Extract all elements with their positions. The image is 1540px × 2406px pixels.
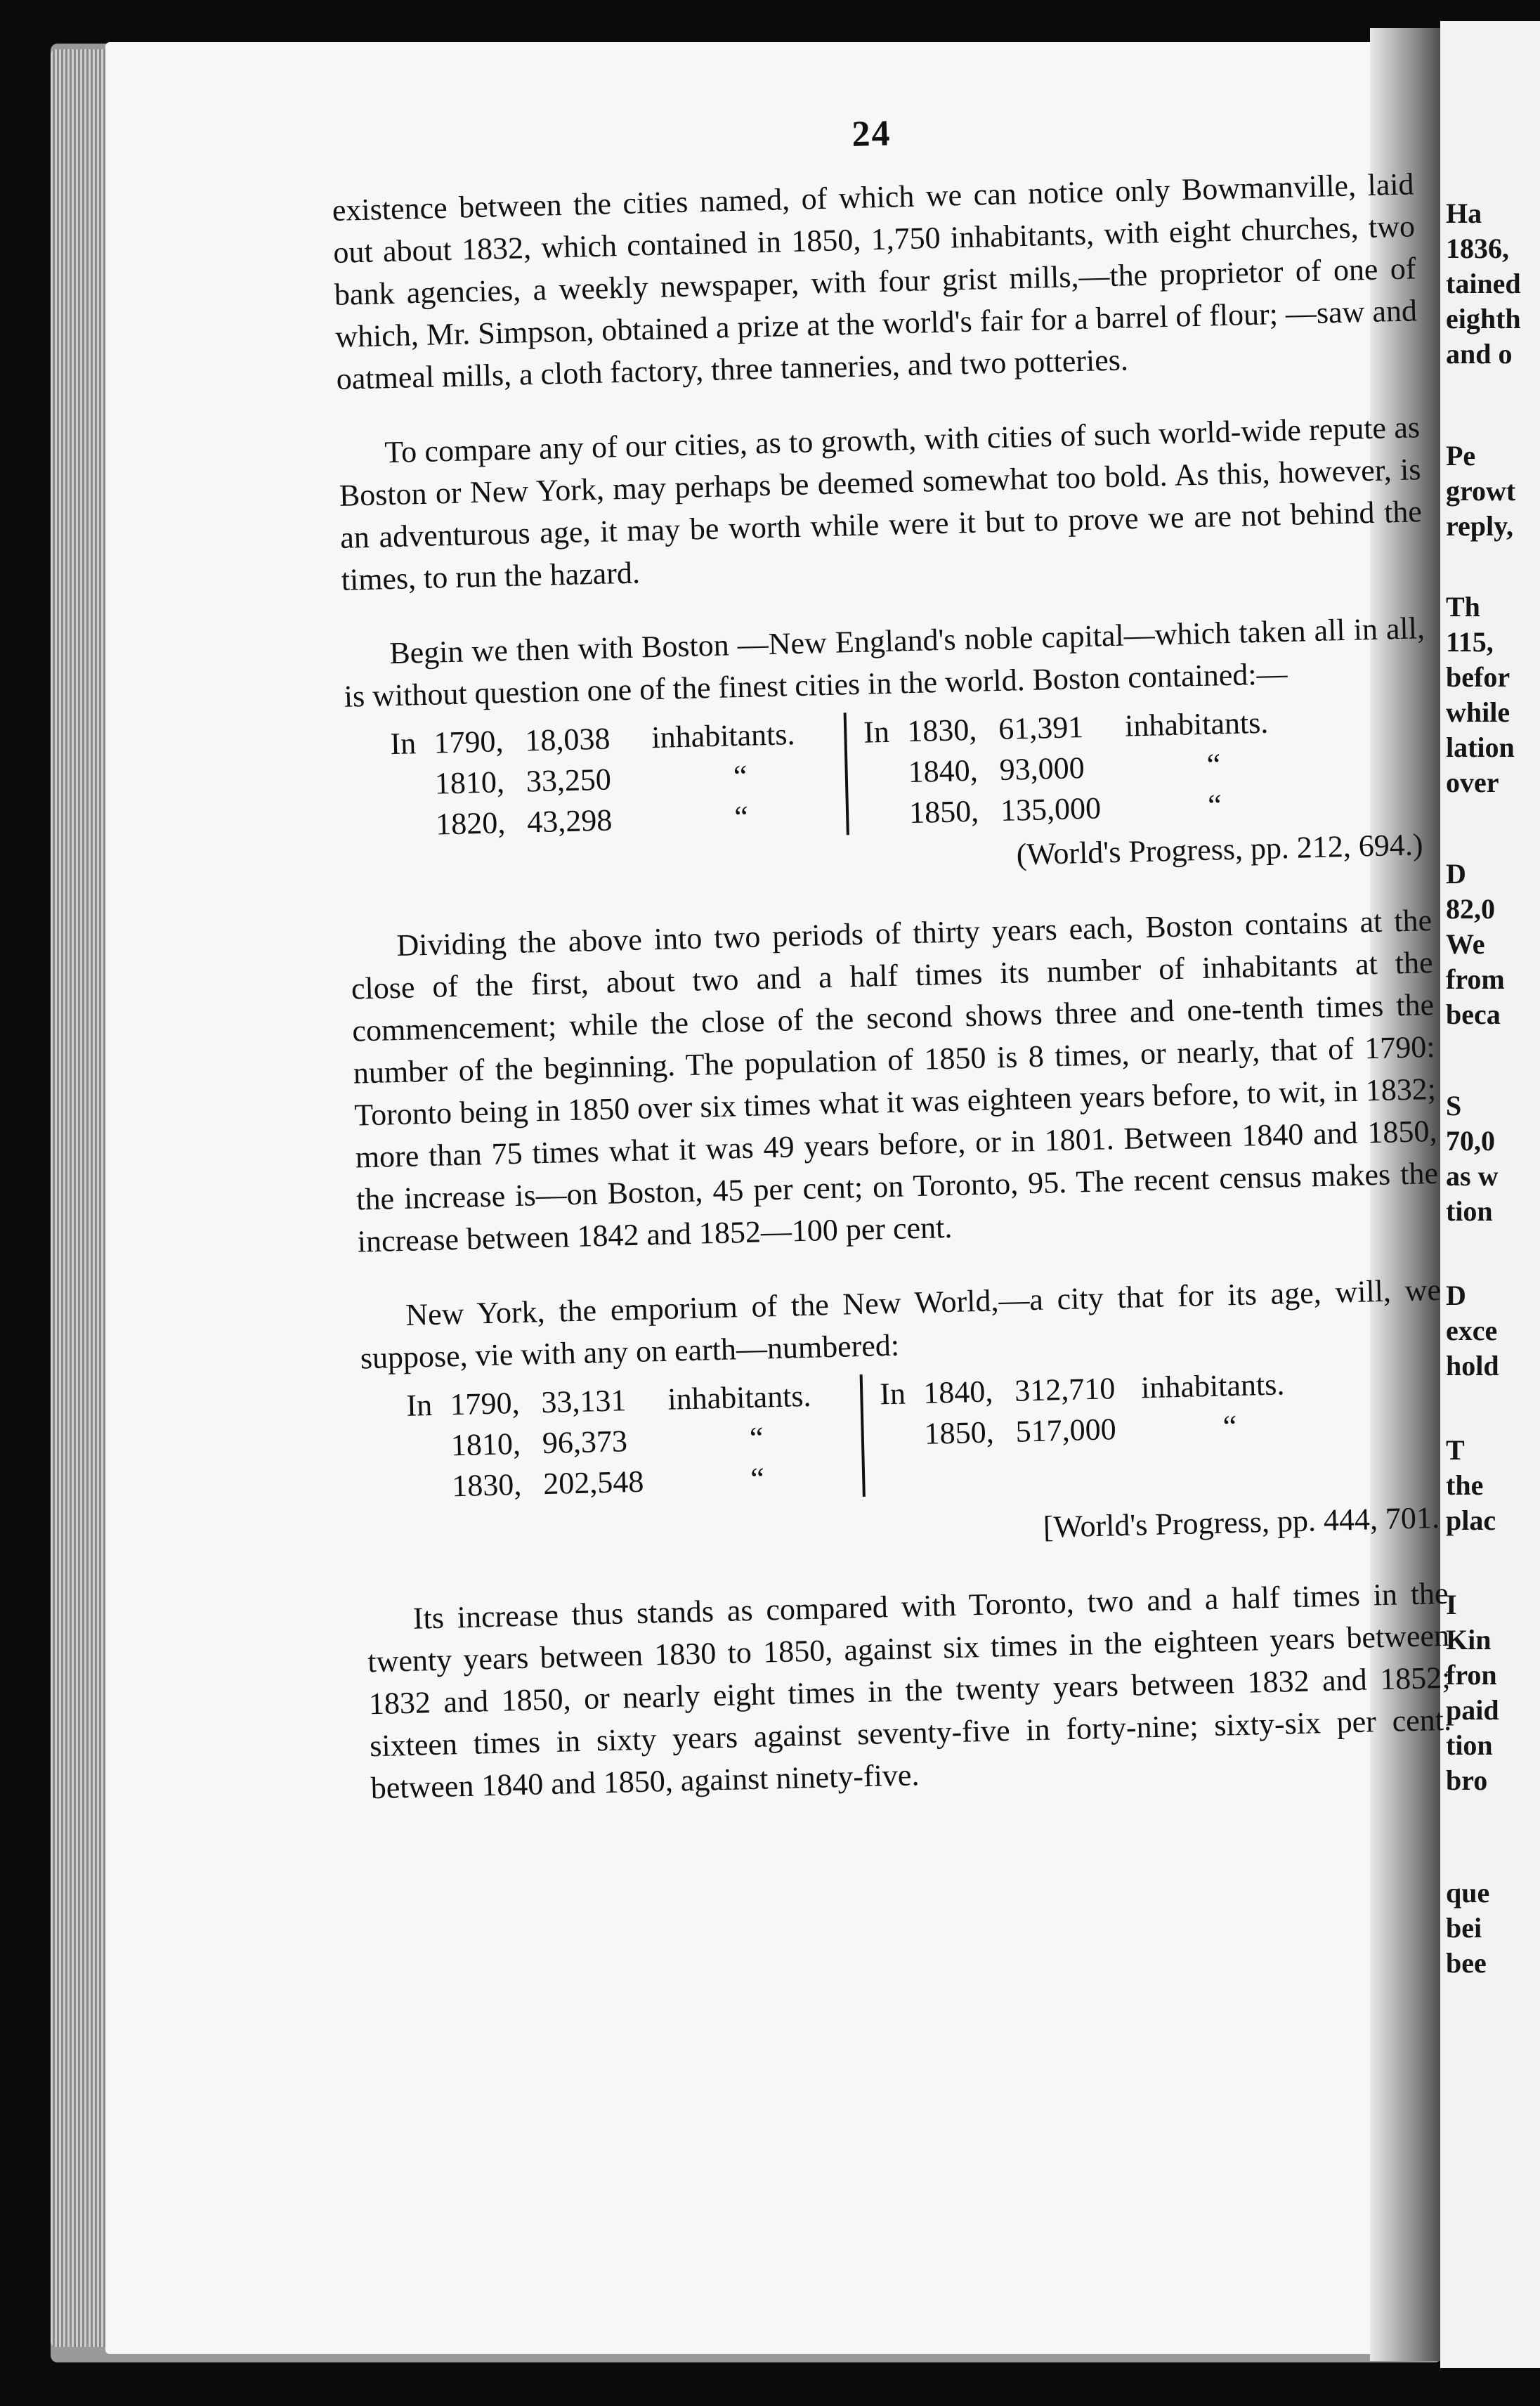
next-page-fragment: Pe [1446, 440, 1476, 472]
paragraph-1: existence between the cities named, of which we can notice only Bowmanville, laid out about 1832, which contained in 1850, 1,750 inhabitants, with eight churches, two bank agencies, a weekly newspaper, with four grist mills,—the proprietor of one of which, Mr. Simpson, obtained a prize at the world's fair for a barrel of flour; —saw and oatmeal mills, a cloth factory, three tanneries, and two potteries. [332, 167, 1418, 396]
next-page-fragment: and o [1446, 338, 1513, 370]
row-value: 202,548 [542, 1464, 644, 1502]
paragraph-6: Its increase thus stands as compared with Toronto, two and a half times in the twenty years between 1830 to 1850, against six times in the eighteen years between 1832 and 1850, or nearly eight times in the twenty years between 1832 and 1852; sixteen times in sixty years against seventy-five in forty-nine; sixty-six per cent. between 1840 and 1850, against ninety-five. [367, 1575, 1452, 1806]
row-label: “ [750, 1461, 765, 1496]
row-prefix [409, 1496, 452, 1497]
row-value: 33,131 [540, 1383, 627, 1420]
row-prefix [393, 835, 436, 836]
row-year: 1850, [908, 793, 979, 831]
row-year: 1820, [435, 805, 506, 842]
next-page-fragment: reply, [1446, 510, 1513, 542]
row-label: “ [733, 758, 748, 794]
next-page-fragment: growt [1446, 475, 1516, 507]
row-label: “ [749, 1420, 764, 1455]
next-page-fragment: the [1446, 1469, 1484, 1501]
row-prefix [865, 782, 908, 783]
next-page-fragment: que [1446, 1877, 1490, 1908]
boston_table-right-column [847, 701, 1320, 835]
row-value: 61,391 [998, 710, 1084, 747]
row-year: 1840, [908, 753, 979, 790]
next-page-fragment: 1836, [1446, 233, 1509, 264]
paragraph-3: Begin we then with Boston —New England's noble capital—which taken all in all, is without question one of the finest cities in the world. Boston contained:— [344, 611, 1425, 714]
row-prefix: In [405, 1388, 433, 1423]
next-page-fragment: exce [1446, 1315, 1498, 1346]
row-label: “ [733, 799, 749, 835]
row-prefix: In [863, 714, 890, 750]
boston_table-left-column [373, 713, 849, 846]
next-page-fragment: tion [1446, 1729, 1493, 1761]
row-prefix: In [389, 726, 417, 762]
row-value: 33,250 [526, 762, 612, 799]
next-page-fragment: I [1446, 1589, 1457, 1620]
next-page-fragment: plac [1446, 1504, 1496, 1536]
newyork-citation: [World's Progress, pp. 444, 701. [1043, 1500, 1440, 1545]
row-year: 1850, [924, 1415, 995, 1451]
row-label: “ [1206, 747, 1221, 782]
next-page-fragment: over [1446, 767, 1499, 798]
next-page-fragment: lation [1446, 731, 1515, 763]
row-year: 1790, [449, 1385, 521, 1422]
next-page-fragment: bei [1446, 1912, 1482, 1944]
newyork_table-left-column [389, 1374, 866, 1508]
paragraph-2: To compare any of our cities, as to growth, with cities of such world-wide repute as Boston or New York, may perhaps be deemed somewhat too bold. As this, however, is an adventurous age, it may be worth while were it but to prove we are not behind the times, to run the hazard. [339, 410, 1423, 597]
row-year: 1810, [434, 765, 505, 801]
page-content [330, 100, 1454, 1842]
next-page-fragment: D [1446, 858, 1466, 890]
next-page-fragment: T [1446, 1434, 1465, 1466]
row-value: 18,038 [524, 721, 611, 758]
row-label: “ [1207, 788, 1222, 823]
next-page-fragment: Kin [1446, 1624, 1492, 1656]
boston-citation: (World's Progress, pp. 212, 694.) [1016, 827, 1424, 872]
row-label: inhabitants. [651, 717, 796, 755]
row-value: 135,000 [1000, 791, 1102, 828]
paragraph-4: Dividing the above into two periods of thirty years each, Boston contains at the close of the first, about two and a half times its number of inhabitants at the commencement; while the close of the second shows three and one-tenth times the number of the beginning. The population of 1850 is 8 times, or nearly, that of 1790: Toronto being in 1850 over six times what it was eighteen years before, to wit, in 1832; more than 75 times what it was 49 years before, or in 1801. Between 1840 and 1850, the increase is—on Boston, 45 per cent; on Toronto, 95. The recent census makes the increase between 1842 and 1852—100 per cent. [351, 903, 1439, 1259]
paragraph-5: New York, the emporium of the New World,—a city that for its age, will, we suppose, vie with any on earth—numbered: [360, 1272, 1442, 1376]
next-page-fragment: 115, [1446, 626, 1494, 658]
newyork-population-table [389, 1360, 1446, 1509]
boston-population-table [373, 698, 1430, 847]
row-prefix [407, 1455, 451, 1457]
next-page-fragment: fron [1446, 1659, 1497, 1691]
next-page-fragment: hold [1446, 1350, 1499, 1381]
next-page-fragment: paid [1446, 1694, 1499, 1726]
next-page-fragment: as w [1446, 1160, 1499, 1192]
next-page-fragment: beca [1446, 999, 1501, 1030]
row-value: 43,298 [526, 802, 613, 840]
row-year: 1790, [433, 724, 504, 760]
row-label: inhabitants. [1140, 1367, 1285, 1405]
row-prefix: In [879, 1376, 906, 1412]
newyork_table-right-column [863, 1363, 1336, 1497]
next-page-fragment: Ha [1446, 197, 1482, 229]
next-page-fragment: 70,0 [1446, 1125, 1495, 1157]
next-page-fragment: bee [1446, 1947, 1487, 1979]
next-page-fragment: S [1446, 1090, 1462, 1121]
row-year: 1810, [450, 1426, 521, 1463]
row-prefix [866, 823, 909, 824]
next-page-fragment: tion [1446, 1195, 1493, 1227]
next-page-fragment: from [1446, 963, 1505, 995]
row-label: inhabitants. [1124, 705, 1269, 743]
next-page-sliver [1440, 21, 1540, 2368]
next-page-fragment: 82,0 [1446, 893, 1495, 925]
next-page-fragment: bro [1446, 1764, 1488, 1796]
next-page-fragment: eighth [1446, 303, 1521, 334]
page-number: 24 [851, 113, 892, 155]
row-year: 1830, [451, 1467, 522, 1504]
next-page-fragment: D [1446, 1280, 1466, 1311]
row-prefix [391, 794, 435, 795]
next-page-fragment: befor [1446, 661, 1510, 693]
next-page-fragment: tained [1446, 268, 1521, 299]
row-year: 1830, [906, 712, 977, 749]
row-value: 93,000 [999, 750, 1085, 787]
row-value: 312,710 [1014, 1371, 1116, 1408]
next-page-fragment: while [1446, 696, 1510, 728]
row-value: 517,000 [1015, 1412, 1117, 1449]
next-page-fragment: Th [1446, 591, 1480, 623]
row-prefix [881, 1444, 925, 1445]
row-year: 1840, [922, 1374, 993, 1410]
next-page-fragment: We [1446, 928, 1485, 960]
row-label: inhabitants. [667, 1378, 812, 1417]
row-value: 96,373 [542, 1424, 628, 1461]
row-label: “ [1222, 1409, 1237, 1444]
